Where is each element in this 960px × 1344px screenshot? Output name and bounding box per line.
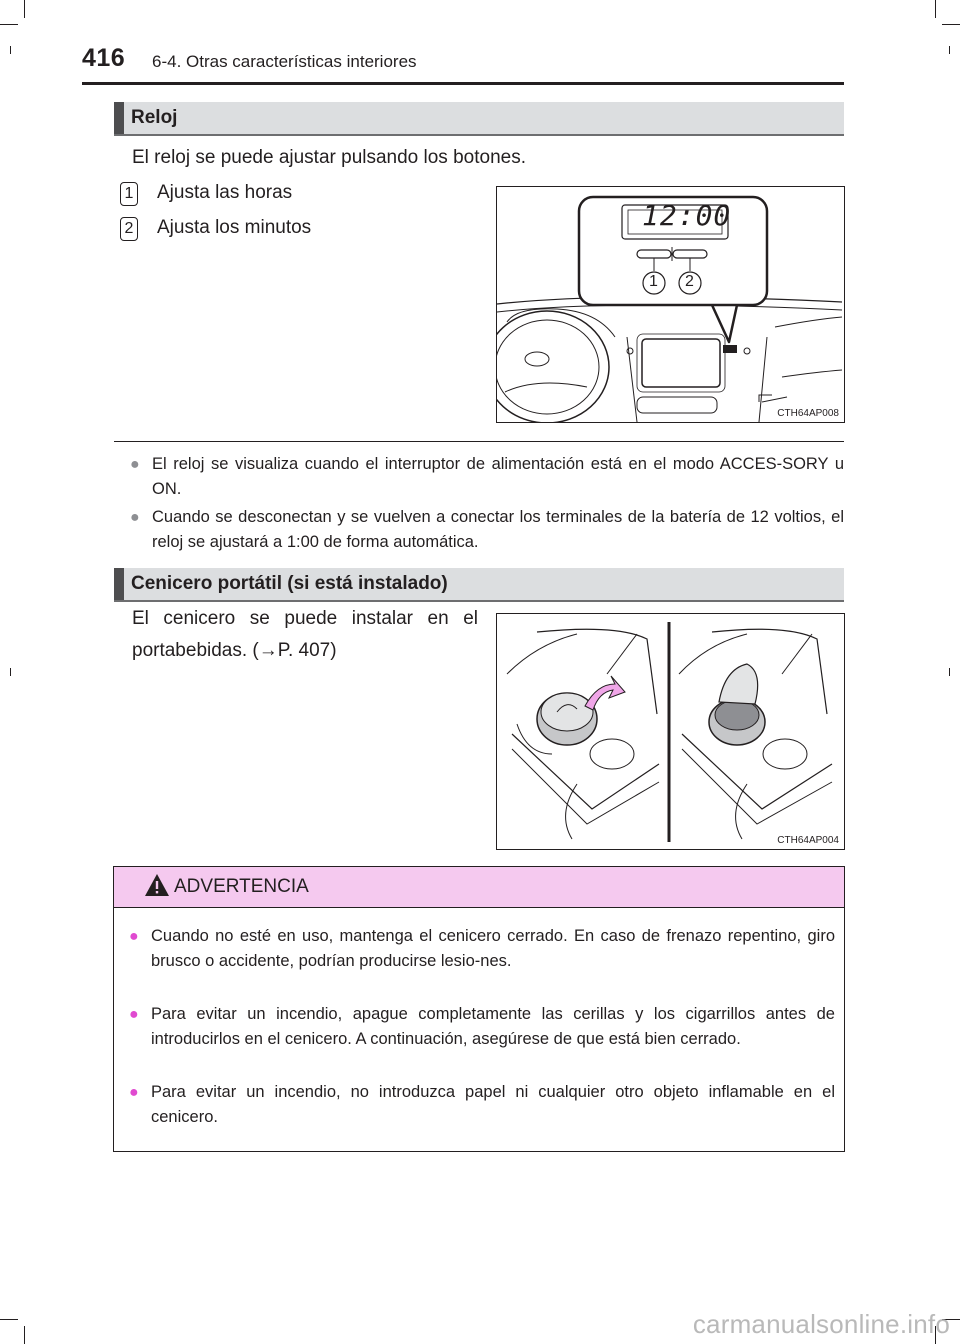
cenicero-text: El cenicero se puede instalar en el portabebidas. (→P. 407) — [132, 608, 478, 661]
bullet-dot-icon: ● — [130, 456, 140, 473]
warning-box — [113, 866, 845, 1152]
header-rule — [82, 82, 844, 85]
warning-header — [114, 867, 844, 908]
note-item — [130, 452, 844, 502]
ashtray-figure — [496, 613, 845, 850]
section-header-bar — [114, 102, 124, 134]
bullet-dot-icon: ● — [129, 928, 139, 945]
section-header-title: Cenicero portátil (si está instalado) — [131, 573, 448, 594]
section-header-cenicero — [114, 568, 844, 600]
bullet-dot-icon: ● — [130, 509, 140, 526]
crop-mark — [949, 46, 950, 54]
note-text: El reloj se visualiza cuando el interruptor de alimentación está en el modo ACCES-SORY u ON. — [152, 455, 844, 498]
warning-item — [129, 924, 835, 974]
section-title: 6-4. Otras características interiores — [152, 52, 417, 71]
reloj-item-2: Ajusta los minutos — [157, 217, 312, 238]
warning-item — [129, 1080, 835, 1130]
crop-mark — [24, 0, 25, 18]
callout-1-label: 1 — [649, 273, 658, 290]
clock-display-time: 12:00 — [642, 199, 732, 232]
divider-rule — [114, 441, 844, 442]
number-2-icon: 2 — [120, 217, 138, 241]
reloj-intro: El reloj se puede ajustar pulsando los botones. — [132, 147, 526, 168]
crop-mark — [10, 668, 11, 676]
note-item — [130, 505, 844, 555]
section-header-reloj — [114, 102, 844, 134]
watermark: carmanualsonline.info — [692, 1309, 950, 1339]
warning-text: Cuando no esté en uso, mantenga el cenicero cerrado. En caso de frenazo repentino, giro brusco o accidente, podrían producirse lesio-nes. — [151, 927, 835, 970]
warning-text: Para evitar un incendio, no introduzca papel ni cualquier otro objeto inflamable en el cenicero. — [151, 1083, 835, 1126]
crop-mark — [942, 24, 960, 25]
ashtray-illustration — [497, 614, 844, 849]
section-header-underline — [114, 134, 844, 136]
warning-triangle-icon — [144, 873, 170, 897]
reloj-item-1: Ajusta las horas — [157, 182, 293, 203]
section-header-title: Reloj — [131, 107, 178, 128]
bullet-dot-icon: ● — [129, 1006, 139, 1023]
note-text: Cuando se desconectan y se vuelven a conectar los terminales de la batería de 12 voltios, el reloj se ajustará a 1:00 de forma automática. — [152, 508, 844, 551]
number-1-icon: 1 — [120, 182, 138, 206]
bullet-dot-icon: ● — [129, 1084, 139, 1101]
crop-mark — [0, 1319, 18, 1320]
figure-code: CTH64AP008 — [777, 408, 839, 419]
crop-mark — [0, 24, 18, 25]
warning-label: ADVERTENCIA — [174, 876, 309, 897]
crop-mark — [10, 46, 11, 54]
section-header-underline — [114, 600, 844, 602]
section-header-bar — [114, 568, 124, 600]
figure-code: CTH64AP004 — [777, 835, 839, 846]
page-number: 416 — [82, 44, 126, 72]
crop-mark — [935, 0, 936, 18]
clock-figure — [496, 186, 845, 423]
crop-mark — [24, 1326, 25, 1344]
callout-2-label: 2 — [685, 273, 694, 290]
warning-item — [129, 1002, 835, 1052]
crop-mark — [949, 668, 950, 676]
warning-text: Para evitar un incendio, apague completamente las cerillas y los cigarrillos antes de introducirlos en el cenicero. A continuación, asegúrese de que está bien cerrado. — [151, 1005, 835, 1048]
